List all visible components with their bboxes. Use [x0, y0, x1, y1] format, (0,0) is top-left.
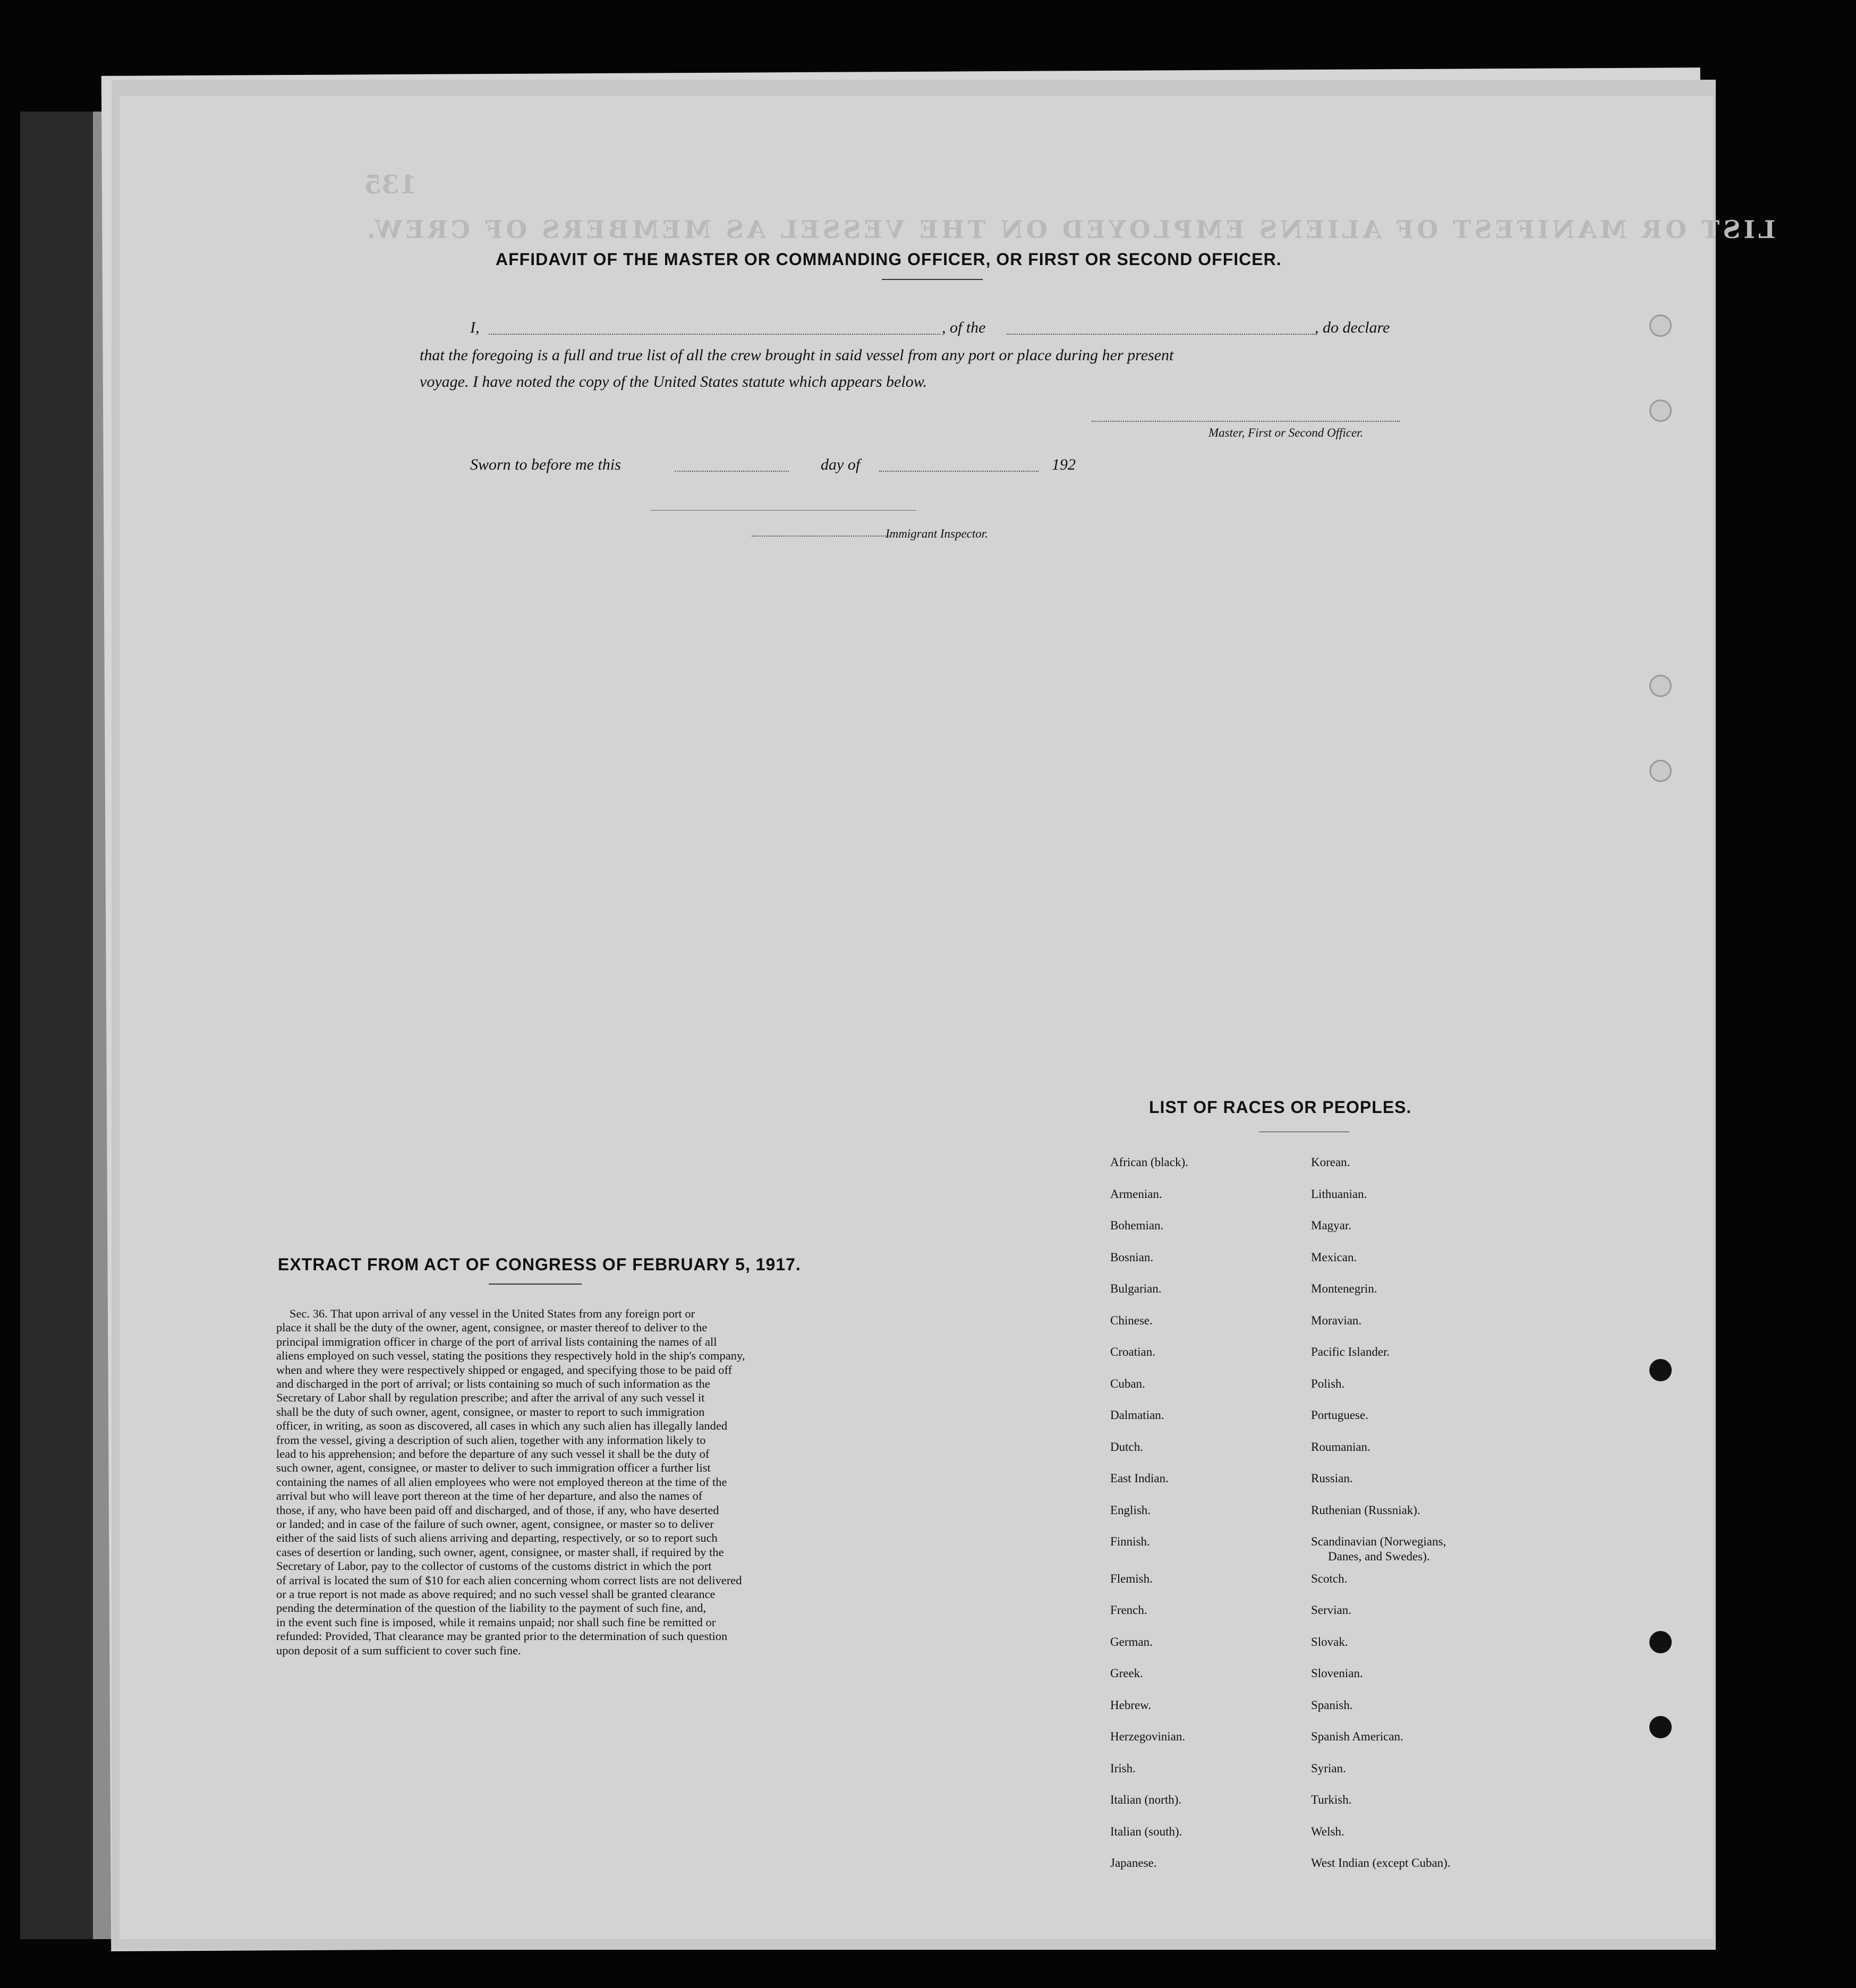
- extract-line: in the event such fine is imposed, while it remains unpaid; nor shall such fine be remitted or: [276, 1615, 716, 1629]
- race-item: Dalmatian.: [1110, 1408, 1164, 1422]
- race-item: Bosnian.: [1110, 1250, 1154, 1264]
- affidavit-heading: AFFIDAVIT OF THE MASTER OR COMMANDING OFFICER, OR FIRST OR SECOND OFFICER.: [496, 250, 1282, 269]
- extract-line: upon deposit of a sum sufficient to cover such fine.: [276, 1643, 521, 1657]
- left-binding-strip: [20, 112, 100, 1939]
- extract-line: arrival but who will leave port thereon at the time of her departure, and also the names of: [276, 1489, 703, 1503]
- punch-hole: [1649, 675, 1672, 697]
- master-signature-caption: Master, First or Second Officer.: [1208, 426, 1364, 439]
- extract-line: containing the names of all alien employees who were not employed thereon at the time of the: [276, 1475, 727, 1489]
- race-item: Italian (south).: [1110, 1824, 1182, 1838]
- race-item: Cuban.: [1110, 1377, 1145, 1390]
- race-item: Montenegrin.: [1311, 1282, 1377, 1295]
- extract-line: either of the said lists of such aliens arriving and departing, respectively, or so to report such: [276, 1531, 718, 1545]
- bleed-through-title: LIST OR MANIFEST OF ALIENS EMPLOYED ON THE VESSEL AS MEMBERS OF CREW.: [364, 215, 1776, 244]
- punch-hole-filled: [1649, 1716, 1672, 1738]
- race-item: Ruthenian (Russniak).: [1311, 1503, 1420, 1517]
- race-item: Dutch.: [1110, 1440, 1143, 1454]
- inspector-rule-upper: [651, 510, 916, 511]
- race-item: Magyar.: [1311, 1219, 1352, 1232]
- extract-line: Secretary of Labor shall by regulation prescribe; and after the arrival of any such vessel it: [276, 1391, 705, 1405]
- race-item: Russian.: [1311, 1472, 1353, 1485]
- extract-line: Sec. 36. That upon arrival of any vessel in the United States from any foreign port or: [290, 1307, 695, 1320]
- race-item: Spanish American.: [1311, 1730, 1403, 1743]
- extract-line: place it shall be the duty of the owner, agent, consignee, or master thereof to deliver to the: [276, 1321, 708, 1335]
- race-item: Flemish.: [1110, 1571, 1153, 1585]
- race-item: Polish.: [1311, 1377, 1345, 1390]
- race-item: Japanese.: [1110, 1856, 1157, 1870]
- race-item: Bulgarian.: [1110, 1282, 1162, 1295]
- extract-line: aliens employed on such vessel, stating the positions they respectively hold in the ship's company,: [276, 1349, 745, 1363]
- race-item: English.: [1110, 1503, 1151, 1517]
- extract-line: officer, in writing, as soon as discovered, all cases in which any such alien has illegally landed: [276, 1419, 728, 1433]
- vessel-name-field[interactable]: [1007, 334, 1315, 335]
- master-signature-field[interactable]: [1092, 421, 1400, 422]
- extract-line: cases of desertion or landing, such owner, agent, consignee, or master shall, if required by the: [276, 1545, 724, 1559]
- race-item: Danes, and Swedes).: [1328, 1550, 1430, 1563]
- master-name-field[interactable]: [489, 334, 940, 335]
- affidavit-do-declare: , do declare: [1315, 319, 1390, 336]
- race-item: Turkish.: [1311, 1793, 1352, 1806]
- punch-hole-filled: [1649, 1631, 1672, 1653]
- day-of-label: day of: [821, 456, 861, 473]
- punch-hole: [1649, 315, 1672, 337]
- bleed-through-number: 135: [364, 170, 418, 200]
- inspector-signature-field[interactable]: [752, 536, 890, 537]
- extract-heading-rule: [489, 1284, 582, 1285]
- extract-line: from the vessel, giving a description of such alien, together with any information likely to: [276, 1433, 706, 1447]
- extract-line: and discharged in the port of arrival; or lists containing so much of such information as the: [276, 1377, 710, 1390]
- race-item: Korean.: [1311, 1156, 1350, 1169]
- race-item: Mexican.: [1311, 1250, 1357, 1264]
- race-item: Lithuanian.: [1311, 1187, 1367, 1201]
- punch-hole-filled: [1649, 1359, 1672, 1381]
- race-item: Scotch.: [1311, 1571, 1348, 1585]
- affidavit-i-label: I,: [470, 319, 480, 336]
- extract-line: lead to his apprehension; and before the departure of any such vessel it shall be the duty of: [276, 1447, 710, 1460]
- race-item: East Indian.: [1110, 1472, 1169, 1485]
- race-item: Herzegovinian.: [1110, 1730, 1186, 1743]
- race-item: Syrian.: [1311, 1761, 1346, 1775]
- races-heading: LIST OF RACES OR PEOPLES.: [1149, 1098, 1412, 1117]
- race-item: Scandinavian (Norwegians,: [1311, 1535, 1446, 1548]
- extract-line: when and where they were respectively shipped or engaged, and specifying those to be paid off: [276, 1363, 733, 1377]
- extract-line: Secretary of Labor, pay to the collector of customs of the customs district in which the port: [276, 1559, 712, 1573]
- sworn-day-field[interactable]: [675, 471, 789, 472]
- race-item: Servian.: [1311, 1603, 1352, 1617]
- punch-hole: [1649, 400, 1672, 422]
- affidavit-line-1: that the foregoing is a full and true list of all the crew brought in said vessel from any port or place during her present: [420, 346, 1174, 364]
- extract-line: those, if any, who have been paid off and discharged, and of those, if any, who have deserted: [276, 1503, 719, 1517]
- race-item: Italian (north).: [1110, 1793, 1182, 1806]
- manifest-page: [120, 96, 1776, 1939]
- extract-line: shall be the duty of such owner, agent, consignee, or master to report to such immigration: [276, 1405, 705, 1418]
- race-item: Hebrew.: [1110, 1698, 1152, 1712]
- race-item: Croatian.: [1110, 1345, 1155, 1358]
- extract-line: such owner, agent, consignee, or master to deliver to such immigration officer a further list: [276, 1461, 711, 1475]
- extract-line: refunded: Provided, That clearance may be granted prior to the determination of such question: [276, 1629, 728, 1643]
- extract-line: or a true report is not made as above required; and no such vessel shall be granted clearance: [276, 1587, 716, 1601]
- race-item: German.: [1110, 1635, 1153, 1649]
- inspector-caption: Immigrant Inspector.: [886, 527, 988, 540]
- race-item: Pacific Islander.: [1311, 1345, 1390, 1358]
- race-item: Welsh.: [1311, 1824, 1344, 1838]
- race-item: Chinese.: [1110, 1313, 1153, 1327]
- extract-line: pending the determination of the question of the liability to the payment of such fine, and,: [276, 1601, 706, 1615]
- race-item: Greek.: [1110, 1667, 1143, 1680]
- race-item: Slovenian.: [1311, 1667, 1363, 1680]
- extract-line: of arrival is located the sum of $10 for each alien concerning whom correct lists are not delivered: [276, 1573, 742, 1587]
- sworn-month-field[interactable]: [879, 471, 1038, 472]
- race-item: Irish.: [1110, 1761, 1136, 1775]
- extract-line: or landed; and in case of the failure of such owner, agent, consignee, or master so to deliver: [276, 1517, 714, 1531]
- race-item: Roumanian.: [1311, 1440, 1370, 1454]
- race-item: Moravian.: [1311, 1313, 1362, 1327]
- race-item: Finnish.: [1110, 1535, 1150, 1548]
- extract-line: principal immigration officer in charge of the port of arrival lists containing the names of all: [276, 1335, 717, 1348]
- race-item: Spanish.: [1311, 1698, 1353, 1712]
- race-item: French.: [1110, 1603, 1147, 1617]
- affidavit-of-the: , of the: [942, 319, 986, 336]
- race-item: Bohemian.: [1110, 1219, 1164, 1232]
- race-item: Portuguese.: [1311, 1408, 1368, 1422]
- affidavit-line-2: voyage. I have noted the copy of the United States statute which appears below.: [420, 373, 927, 390]
- sworn-label: Sworn to before me this: [470, 456, 621, 473]
- race-item: Armenian.: [1110, 1187, 1162, 1201]
- affidavit-heading-rule: [882, 279, 983, 280]
- race-item: West Indian (except Cuban).: [1311, 1856, 1451, 1870]
- year-label: 192: [1052, 456, 1076, 473]
- extract-heading: EXTRACT FROM ACT OF CONGRESS OF FEBRUARY 5, 1917.: [278, 1255, 801, 1274]
- punch-hole: [1649, 760, 1672, 782]
- race-item: African (black).: [1110, 1156, 1188, 1169]
- race-item: Slovak.: [1311, 1635, 1348, 1649]
